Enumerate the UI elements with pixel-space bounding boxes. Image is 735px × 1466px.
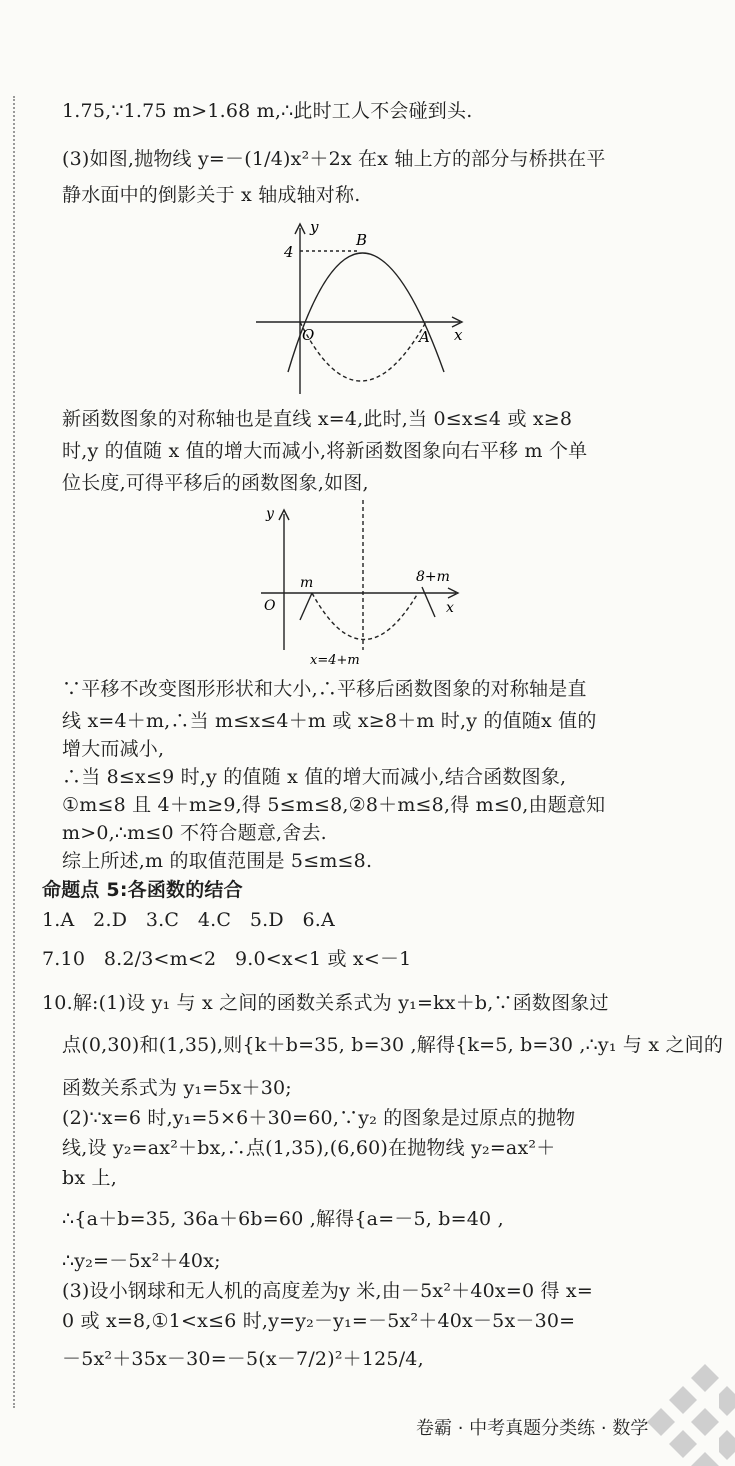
text-line: 函数关系式为 y₁=5x＋30; bbox=[62, 1077, 292, 1099]
symmetry-axis-label: x=4+m bbox=[310, 653, 360, 668]
page-footer: 卷霸 · 中考真题分类练 · 数学 bbox=[416, 1418, 649, 1439]
reflected-curve bbox=[300, 322, 426, 381]
answer-line: 1.A 2.D 3.C 4.C 5.D 6.A bbox=[42, 909, 335, 931]
text-line: (3)如图,抛物线 y=－(1/4)x²＋2x 在x 轴上方的部分与桥拱在平 bbox=[62, 148, 606, 170]
left-rising-segment bbox=[300, 593, 312, 620]
text-line: 点(0,30)和(1,35),则{k＋b=35, b=30 ,解得{k=5, b=30 ,∴y₁ 与 x 之间的 bbox=[62, 1034, 724, 1056]
point-b-label: B bbox=[356, 231, 368, 249]
text-line: 0 或 x=8,①1<x≤6 时,y=y₂－y₁=－5x²＋40x－5x－30= bbox=[62, 1310, 576, 1332]
text-line: bx 上, bbox=[62, 1167, 117, 1189]
y-axis-label: y bbox=[310, 218, 319, 236]
text-line: 10.解:(1)设 y₁ 与 x 之间的函数关系式为 y₁=kx＋b,∵函数图象过 bbox=[42, 992, 609, 1014]
tick-4-label: 4 bbox=[284, 243, 294, 261]
text-line: 新函数图象的对称轴也是直线 x=4,此时,当 0≤x≤4 或 x≥8 bbox=[62, 408, 573, 430]
answer-line: 7.10 8.2/3<m<2 9.0<x<1 或 x<－1 bbox=[42, 948, 412, 970]
text-line: 时,y 的值随 x 值的增大而减小,将新函数图象向右平移 m 个单 bbox=[62, 440, 588, 462]
text-line: 线,设 y₂=ax²＋bx,∴点(1,35),(6,60)在抛物线 y₂=ax²＋ bbox=[62, 1137, 556, 1159]
margin-dotted-rule bbox=[13, 96, 15, 1408]
x-axis-label: x bbox=[454, 326, 463, 344]
right-falling-segment bbox=[422, 587, 435, 617]
text-line: ∴{a＋b=35, 36a＋6b=60 ,解得{a=－5, b=40 , bbox=[62, 1208, 504, 1230]
text-line: 静水面中的倒影关于 x 轴成轴对称. bbox=[62, 184, 361, 206]
text-line: ①m≤8 且 4＋m≥9,得 5≤m≤8,②8＋m≤8,得 m≤0,由题意知 bbox=[62, 794, 606, 816]
text-line: m>0,∴m≤0 不符合题意,舍去. bbox=[62, 822, 327, 844]
parabola-curve bbox=[288, 253, 444, 372]
text-line: 增大而减小, bbox=[62, 738, 165, 760]
figure-parabola-reflection bbox=[250, 212, 480, 402]
point-m-label: m bbox=[300, 575, 314, 591]
text-line: (2)∵x=6 时,y₁=5×6＋30=60,∵y₂ 的图象是过原点的抛物 bbox=[62, 1107, 576, 1129]
text-line: －5x²＋35x－30=－5(x－7/2)²＋125/4, bbox=[62, 1348, 424, 1370]
x-axis-label: x bbox=[446, 600, 454, 616]
origin-label: O bbox=[302, 326, 315, 344]
text-line: ∴y₂=－5x²＋40x; bbox=[62, 1250, 221, 1272]
text-line: 位长度,可得平移后的函数图象,如图, bbox=[62, 472, 369, 494]
text-line: (3)设小钢球和无人机的高度差为y 米,由－5x²＋40x=0 得 x= bbox=[62, 1280, 593, 1302]
text-line: ∴当 8≤x≤9 时,y 的值随 x 值的增大而减小,结合函数图象, bbox=[62, 766, 567, 788]
text-line: 线 x=4＋m,∴当 m≤x≤4＋m 或 x≥8＋m 时,y 的值随x 值的 bbox=[62, 710, 597, 732]
text-line: ∵平移不改变图形形状和大小,∴平移后函数图象的对称轴是直 bbox=[62, 678, 587, 700]
point-8m-label: 8+m bbox=[416, 569, 450, 585]
section-heading: 命题点 5:各函数的结合 bbox=[42, 879, 243, 901]
text-line: 1.75,∵1.75 m>1.68 m,∴此时工人不会碰到头. bbox=[62, 100, 473, 122]
corner-diamond-pattern bbox=[595, 1356, 735, 1466]
y-axis-label: y bbox=[266, 506, 274, 522]
figure-shifted-graph bbox=[256, 500, 471, 670]
point-a-label: A bbox=[419, 328, 430, 346]
text-line: 综上所述,m 的取值范围是 5≤m≤8. bbox=[62, 850, 373, 872]
shifted-dashed-curve bbox=[312, 593, 418, 640]
origin-label: O bbox=[264, 598, 276, 614]
